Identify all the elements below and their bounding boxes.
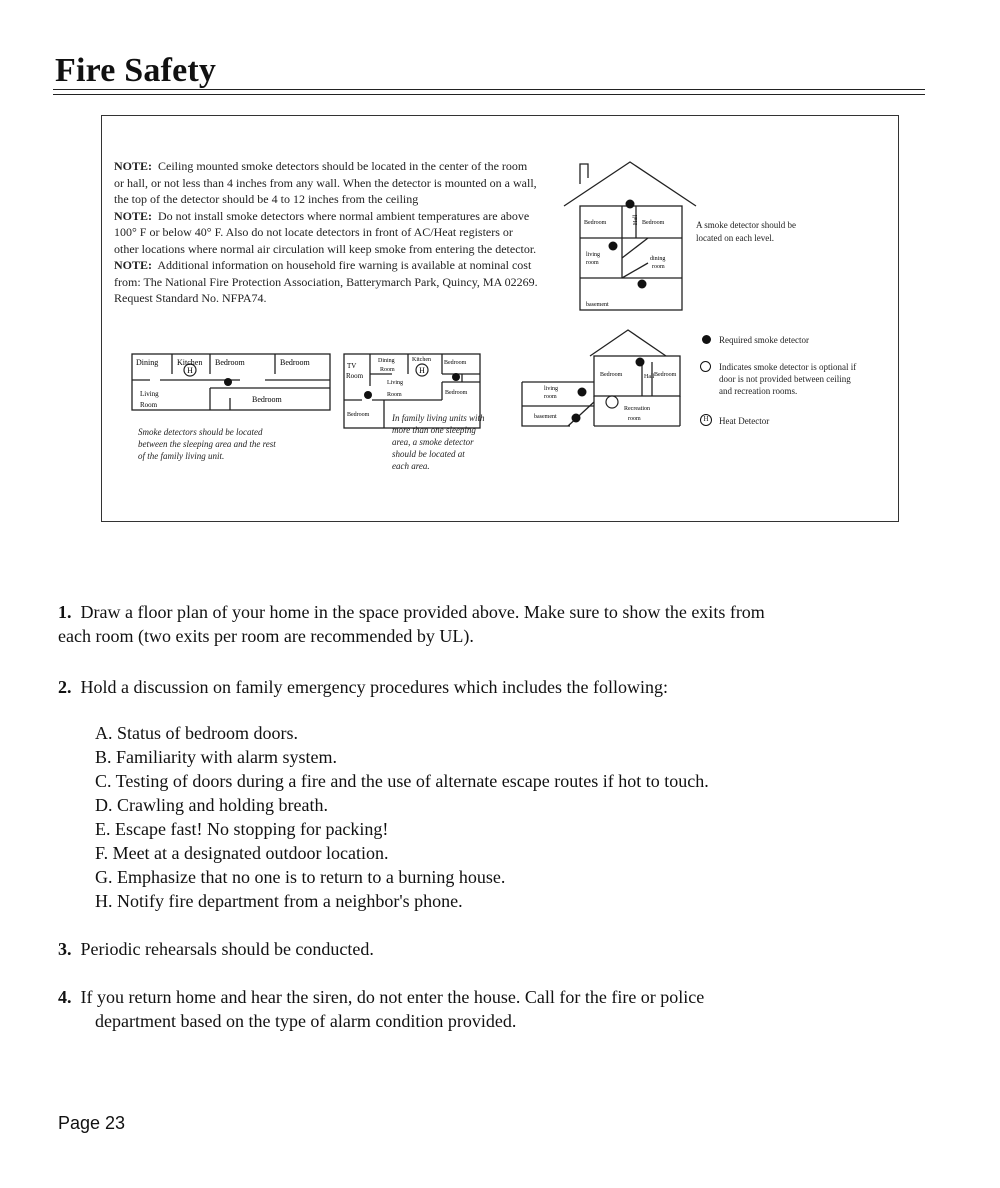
house1-room-label: room	[652, 264, 665, 270]
note-1: NOTE: Ceiling mounted smoke detectors should be located in the center of the room or hall, or not less than 4 inches from any wall. When the detector is mounted on a wall, the top of the detector should be 4 to 12 inches from the ceiling	[114, 159, 537, 206]
plan1-room-label: Bedroom	[215, 358, 245, 367]
plan2-heat-letter: H	[419, 366, 425, 375]
plan2-room-label: TV	[347, 362, 357, 370]
subitem: C. Testing of doors during a fire and the use of alternate escape routes if hot to touch.	[95, 771, 709, 791]
house2-room-label: room	[628, 416, 641, 422]
house1-room-label: Bedroom	[584, 220, 607, 226]
plan1-room-label: Kitchen	[177, 358, 203, 367]
house1-caption: A smoke detector should be located on each level.	[696, 220, 796, 243]
legend-required: Required smoke detector	[719, 335, 809, 345]
item-3: 3. Periodic rehearsals should be conducted.	[58, 939, 374, 959]
house2-room-label: Bedroom	[600, 372, 623, 378]
plan1-room-label: Dining	[136, 358, 159, 367]
title-rule-2	[53, 94, 925, 95]
house-diagram-1	[560, 158, 700, 314]
heat-detector-icon: H	[700, 414, 712, 426]
plan2-caption: In family living units with more than one sleeping area, a smoke detector should be located at each area.	[392, 413, 485, 471]
house2-room-label: Bedroom	[654, 372, 677, 378]
floor-plan-1	[130, 352, 335, 414]
subitem: A. Status of bedroom doors.	[95, 723, 298, 743]
house1-room-label: dining	[650, 256, 666, 262]
note-2: NOTE: Do not install smoke detectors where normal ambient temperatures are above 100° F or below 40° F. Also do not locate detectors in front of AC/Heat registers or other locations where normal air circulation will keep smoke from entering the detector.	[114, 208, 537, 256]
note-3: NOTE: Additional information on household fire warning is available at nominal cost from: The National Fire Protection Association, Batterymarch Park, Quincy, MA 02269. Request Standard No. NFPA74.	[114, 258, 538, 305]
page-title: Fire Safety	[55, 52, 217, 89]
plan1-room-label: Bedroom	[280, 358, 310, 367]
plan1-room-label: Room	[140, 401, 158, 409]
plan2-room-label: Bedroom	[445, 390, 468, 396]
plan2-room-label: Room	[380, 367, 395, 373]
title-rule	[53, 89, 925, 90]
plan2-room-label: Bedroom	[347, 412, 370, 418]
house2-room-label: Hall	[644, 374, 655, 380]
house2-room-label: room	[544, 394, 557, 400]
subitem: D. Crawling and holding breath.	[95, 795, 328, 815]
plan1-room-label: Living	[140, 390, 159, 398]
house1-room-label: room	[586, 260, 599, 266]
house1-room-label: basement	[586, 302, 609, 308]
plan2-room-label: Kitchen	[412, 357, 431, 363]
required-detector-icon	[702, 335, 711, 344]
item-1: 1. Draw a floor plan of your home in the space provided above. Make sure to show the exits from each room (two exits per room are recommended by UL).	[58, 602, 765, 646]
subitem: E. Escape fast! No stopping for packing!	[95, 819, 389, 839]
item-4: 4. If you return home and hear the siren, do not enter the house. Call for the fire or police department based on the type of alarm condition provided.	[58, 987, 705, 1031]
plan1-caption: Smoke detectors should be located between the sleeping area and the rest of the family living unit.	[138, 427, 276, 461]
optional-detector-icon	[700, 361, 711, 372]
plan2-room-label: Bedroom	[444, 360, 467, 366]
plan2-room-label: Dining	[378, 358, 395, 364]
legend-heat: Heat Detector	[719, 416, 770, 426]
page-number: Page 23	[58, 1113, 126, 1133]
house2-room-label: living	[544, 386, 559, 392]
plan2-room-label: Room	[346, 372, 364, 380]
subitem: H. Notify fire department from a neighbor's phone.	[95, 891, 463, 911]
notes-block	[114, 158, 539, 307]
subitem: B. Familiarity with alarm system.	[95, 747, 337, 767]
house1-room-label: Bedroom	[642, 220, 665, 226]
plan2-room-label: Room	[387, 392, 402, 398]
subitem: G. Emphasize that no one is to return to a burning house.	[95, 867, 506, 887]
item-2: 2. Hold a discussion on family emergency procedures which includes the following:	[58, 677, 669, 697]
legend-optional: Indicates smoke detector is optional if door is not provided between ceiling and recreation rooms.	[719, 362, 857, 396]
plan2-room-label: Living	[387, 380, 403, 386]
house2-room-label: basement	[534, 414, 557, 420]
subitem: F. Meet at a designated outdoor location.	[95, 843, 389, 863]
house-diagram-2	[520, 326, 690, 430]
house1-room-label: living	[586, 252, 601, 258]
house2-room-label: Recreation	[624, 406, 650, 412]
house1-room-label: Hall	[633, 214, 639, 225]
plan1-heat-letter: H	[187, 366, 193, 375]
plan1-room-label: Bedroom	[252, 395, 282, 404]
